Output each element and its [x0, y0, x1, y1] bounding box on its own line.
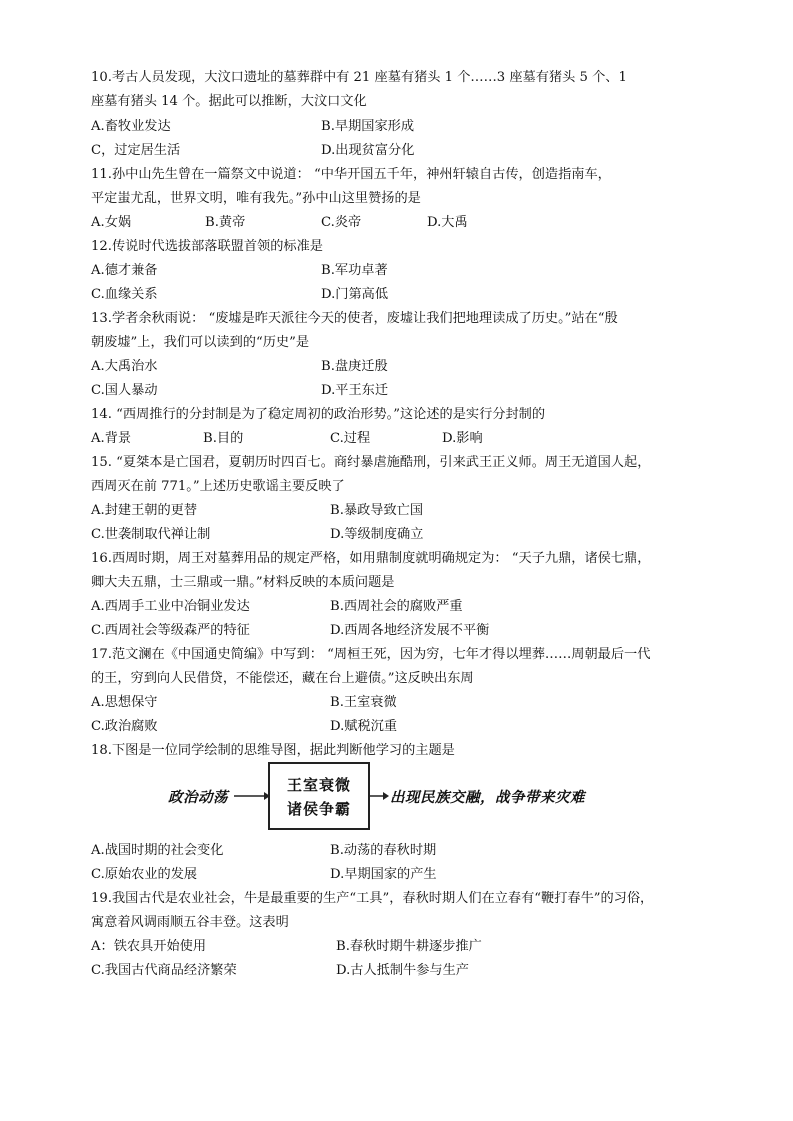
question-17-line-2: 的王，穷到向人民借贷，不能偿还，藏在台上避债。”这反映出东周: [91, 671, 474, 686]
question-15-line-1: 15. “夏桀本是亡国君，夏朝历时四百七。商纣暴虐施酷刑，引来武王正义师。周王无道国人起，: [91, 455, 651, 470]
question-15-option-a: A.封建王朝的更替: [91, 503, 198, 518]
question-16-option-a: A.西周手工业中冶铜业发达: [91, 599, 250, 614]
question-13-option-a: A.大禹治水: [91, 359, 158, 374]
question-18-option-b: B.动荡的春秋时期: [330, 843, 437, 858]
question-14-line-1: 14. “西周推行的分封制是为了稳定周初的政治形势。”这论述的是实行分封制的: [91, 407, 546, 422]
question-19-option-d: D.古人抵制牛参与生产: [336, 963, 469, 978]
question-16-option-d: D.西周各地经济发展不平衡: [330, 623, 490, 638]
mind-map-right-label: 出现民族交融，战争带来灾难: [390, 789, 585, 806]
question-17-line-1: 17.范文澜在《中国通史简编》中写到： “周桓王死，因为穷，七年才得以埋葬……周朝最后一代: [91, 647, 651, 662]
question-16-option-c: C.西周社会等级森严的特征: [91, 623, 250, 638]
question-17-option-c: C.政治腐败: [91, 719, 158, 734]
question-16-option-b: B.西周社会的腐败严重: [330, 599, 463, 614]
question-12-option-d: D.门第高低: [321, 287, 389, 302]
question-19-option-b: B.春秋时期牛耕逐步推广: [336, 939, 482, 954]
question-13-option-d: D.平王东迁: [321, 383, 389, 398]
question-10-line-1: 10.考古人员发现，大汶口遗址的墓葬群中有 21 座墓有猪头 1 个……3 座墓有猪头 5 个、1: [91, 70, 627, 85]
question-11-option-d: D.大禹: [427, 215, 468, 230]
question-16-line-1: 16.西周时期，周王对墓葬用品的规定严格，如用鼎制度就明确规定为： “天子九鼎，诸侯七鼎，: [91, 551, 651, 566]
mind-map-left-label: 政治动荡: [168, 789, 228, 806]
question-14-option-b: B.目的: [203, 431, 244, 446]
question-15-option-d: D.等级制度确立: [330, 527, 424, 542]
question-10-line-2: 座墓有猪头 14 个。据此可以推断，大汶口文化: [91, 94, 367, 109]
question-18-line-1: 18.下图是一位同学绘制的思维导图，据此判断他学习的主题是: [91, 743, 455, 758]
question-11-line-1: 11.孙中山先生曾在一篇祭文中说道： “中华开国五千年，神州轩辕自古传，创造指南车，: [91, 167, 611, 182]
mind-map-figure: [168, 762, 638, 830]
question-16-line-2: 卿大夫五鼎，士三鼎或一鼎。”材料反映的本质问题是: [91, 575, 395, 590]
question-15-line-2: 西周灭在前 771。”上述历史歌谣主要反映了: [91, 479, 345, 494]
question-18-option-a: A.战国时期的社会变化: [91, 843, 224, 858]
question-12-option-a: A.德才兼备: [91, 263, 158, 278]
question-12-option-b: B.军功卓著: [321, 263, 388, 278]
question-13-option-b: B.盘庚迁殷: [321, 359, 388, 374]
question-18-option-c: C.原始农业的发展: [91, 867, 198, 882]
question-11-option-b: B.黄帝: [205, 215, 246, 230]
question-17-option-a: A.思想保守: [91, 695, 158, 710]
question-15-option-b: B.暴政导致亡国: [330, 503, 424, 518]
question-13-line-1: 13.学者余秋雨说： “废墟是昨天派往今天的使者，废墟让我们把地理读成了历史。”站在“殷: [91, 311, 618, 326]
question-17-option-d: D.赋税沉重: [330, 719, 398, 734]
question-14-option-d: D.影响: [442, 431, 483, 446]
question-19-line-1: 19.我国古代是农业社会，牛是最重要的生产“工具”，春秋时期人们在立春有“鞭打春牛”的习俗，: [91, 891, 654, 906]
question-13-option-c: C.国人暴动: [91, 383, 158, 398]
mind-map-box-line-1: 王室衰微: [286, 776, 351, 794]
mind-map-center-box: [268, 762, 370, 830]
question-11-line-2: 平定蚩尤乱，世界文明，唯有我先。”孙中山这里赞扬的是: [91, 191, 421, 206]
arrow-right-head: [383, 792, 389, 800]
question-17-option-b: B.王室衰微: [330, 695, 397, 710]
mind-map-box-line-2: 诸侯争霸: [286, 800, 351, 818]
question-12-option-c: C.血缘关系: [91, 287, 158, 302]
question-10-option-b: B.早期国家形成: [321, 119, 415, 134]
question-11-option-c: C.炎帝: [321, 215, 362, 230]
question-19-line-2: 寓意着风调雨顺五谷丰登。这表明: [91, 915, 289, 930]
question-10-option-c: C，过定居生活: [91, 143, 181, 158]
question-19-option-a: A：铁农具开始使用: [91, 939, 207, 954]
question-11-option-a: A.女娲: [91, 215, 132, 230]
question-18-option-d: D.早期国家的产生: [330, 867, 437, 882]
question-14-option-c: C.过程: [330, 431, 371, 446]
question-19-option-c: C.我国古代商品经济繁荣: [91, 963, 237, 978]
question-15-option-c: C.世袭制取代禅让制: [91, 527, 211, 542]
question-13-line-2: 朝废墟”上，我们可以读到的“历史”是: [91, 335, 310, 350]
question-12-line-1: 12.传说时代选拔部落联盟首领的标准是: [91, 239, 323, 254]
question-10-option-a: A.畜牧业发达: [91, 119, 171, 134]
question-14-option-a: A.背景: [91, 431, 132, 446]
question-10-option-d: D.出现贫富分化: [321, 143, 415, 158]
